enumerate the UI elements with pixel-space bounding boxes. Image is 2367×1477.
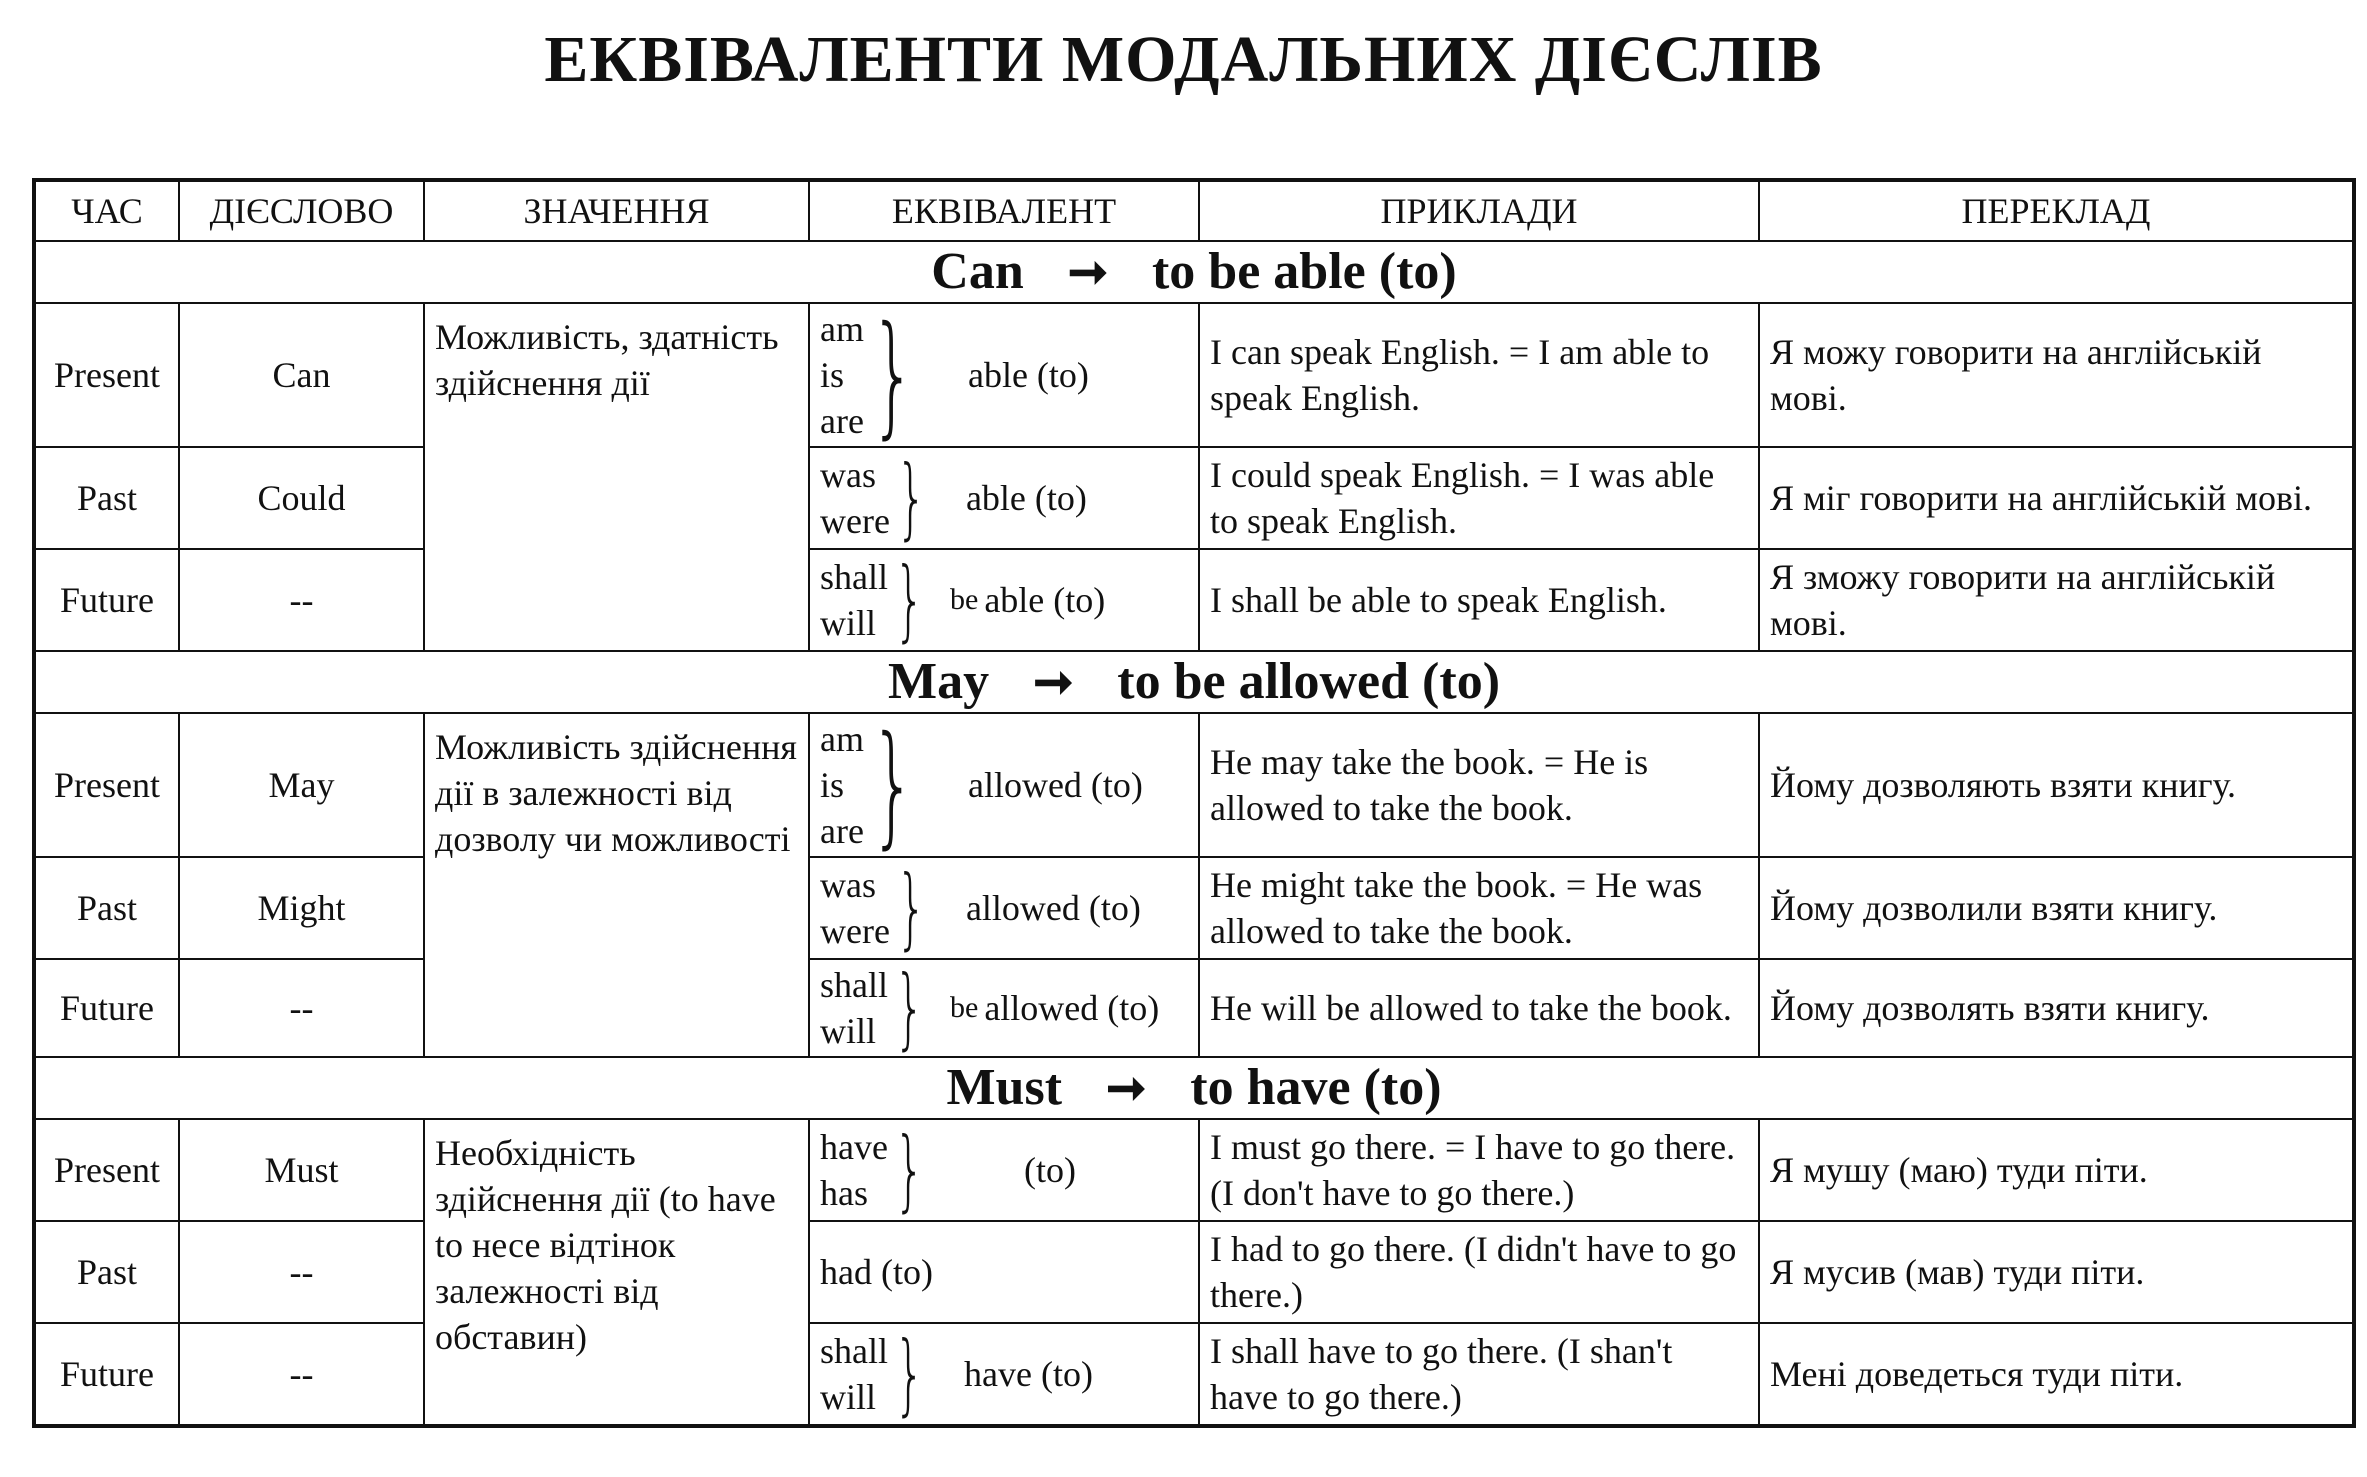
translation-cell: Я мусив (мав) туди піти. [1759, 1221, 2354, 1323]
verb-cell: -- [179, 959, 424, 1057]
section-equivalent: to be able (to) [1151, 242, 1457, 300]
verb-cell: Must [179, 1119, 424, 1221]
section-row [34, 651, 2354, 713]
verb-cell: Might [179, 857, 424, 959]
verb-form: shall [820, 965, 888, 1005]
example-cell: I shall be able to speak English. [1199, 549, 1759, 651]
verb-form: will [820, 1011, 877, 1051]
verb-form: was [820, 865, 876, 905]
section-modal: Must [946, 1058, 1063, 1116]
section-row [34, 1057, 2354, 1119]
be-insert: be [950, 991, 979, 1024]
verb-forms [820, 452, 890, 544]
verb-form: had (to) [820, 1252, 933, 1292]
translation-cell: Йому дозволять взяти книгу. [1759, 959, 2354, 1057]
translation-cell: Я зможу говорити на англійській мові. [1759, 549, 2354, 651]
verb-form: am [820, 719, 864, 759]
translation-cell: Я мушу (маю) туди піти. [1759, 1119, 2354, 1221]
header-tense: ЧАС [34, 180, 179, 241]
brace-icon: } [893, 1119, 925, 1221]
brace-icon: } [869, 303, 917, 447]
section-equivalent: to be allowed (to) [1117, 652, 1501, 710]
verb-form: was [820, 455, 876, 495]
equivalent-form: allowed (to) [967, 765, 1143, 805]
equivalent-form: allowed (to) [984, 988, 1160, 1028]
verb-cell: -- [179, 1221, 424, 1323]
meaning-cell: Можливість здійснення дії в залежності від дозволу чи можливості [424, 713, 809, 1057]
brace-icon: } [894, 959, 925, 1057]
equivalent-form: allowed (to) [965, 888, 1141, 928]
meaning-cell: Необхідність здійснення дії (to have to несе відтінок залежності від обставин) [424, 1119, 809, 1426]
verb-forms [820, 1249, 933, 1295]
example-cell: I could speak English. = I was able to speak English. [1199, 447, 1759, 549]
table-row [34, 1323, 2354, 1426]
verb-forms [820, 1328, 888, 1420]
example-cell: I must go there. = I have to go there. (I don't have to go there.) [1199, 1119, 1759, 1221]
tense-cell: Past [34, 447, 179, 549]
equivalent-cell [809, 1221, 1199, 1323]
verb-form: is [820, 765, 845, 805]
equivalent-group [820, 1119, 1188, 1221]
tense-cell: Future [34, 959, 179, 1057]
tense-cell: Past [34, 1221, 179, 1323]
verb-form: are [820, 401, 864, 441]
example-cell: I had to go there. (I didn't have to go there.) [1199, 1221, 1759, 1323]
verb-cell: -- [179, 549, 424, 651]
verb-forms [820, 306, 864, 444]
table-row [34, 447, 2354, 549]
example-cell: He may take the book. = He is allowed to take the book. [1199, 713, 1759, 857]
header-examples: ПРИКЛАДИ [1199, 180, 1759, 241]
equivalent-group [820, 1249, 1188, 1295]
verb-cell: Can [179, 303, 424, 447]
section-heading [34, 241, 2354, 303]
header-row [34, 180, 2354, 241]
equivalent-group [820, 303, 1188, 447]
example-cell: I shall have to go there. (I shan't have to go there.) [1199, 1323, 1759, 1426]
tense-cell: Future [34, 549, 179, 651]
verb-forms [820, 716, 864, 854]
verb-form: shall [820, 1331, 888, 1371]
verb-form: is [820, 355, 845, 395]
verb-cell: -- [179, 1323, 424, 1426]
tense-cell: Future [34, 1323, 179, 1426]
header-verb: ДІЄСЛОВО [179, 180, 424, 241]
table-row [34, 549, 2354, 651]
equivalent-form: able (to) [967, 355, 1089, 395]
page-title: ЕКВІВАЛЕНТИ МОДАЛЬНИХ ДІЄСЛІВ [544, 23, 1823, 96]
equivalent-cell [809, 549, 1199, 651]
example-cell: I can speak English. = I am able to speak English. [1199, 303, 1759, 447]
translation-cell: Я міг говорити на англійській мові. [1759, 447, 2354, 549]
header-equivalent: ЕКВІВАЛЕНТ [809, 180, 1199, 241]
section-heading [34, 1057, 2354, 1119]
verb-form: have [820, 1127, 888, 1167]
example-cell: He might take the book. = He was allowed to take the book. [1199, 857, 1759, 959]
header-translation: ПЕРЕКЛАД [1759, 180, 2354, 241]
brace-icon: } [895, 447, 927, 549]
verb-form: am [820, 309, 864, 349]
table-row [34, 303, 2354, 447]
equivalent-cell [809, 857, 1199, 959]
table-row [34, 857, 2354, 959]
equivalent-group [820, 549, 1188, 651]
equivalent-group [820, 959, 1188, 1057]
equivalent-group [820, 713, 1188, 857]
equivalent-cell [809, 1119, 1199, 1221]
equivalent-form: (to) [1023, 1150, 1076, 1190]
table-row [34, 713, 2354, 857]
section-equivalent: to have (to) [1190, 1058, 1442, 1116]
example-cell: He will be allowed to take the book. [1199, 959, 1759, 1057]
meaning-cell: Можливість, здатність здійснення дії [424, 303, 809, 651]
verb-form: shall [820, 557, 888, 597]
header-meaning: ЗНАЧЕННЯ [424, 180, 809, 241]
verb-forms [820, 554, 888, 646]
verb-form: has [820, 1173, 868, 1213]
table-row [34, 1221, 2354, 1323]
equivalent-group [820, 447, 1188, 549]
verb-form: will [820, 603, 877, 643]
equivalent-cell [809, 713, 1199, 857]
section-modal: May [887, 652, 990, 710]
table-body [34, 241, 2354, 1426]
verb-cell: Could [179, 447, 424, 549]
brace-icon: } [894, 1323, 925, 1425]
translation-cell: Мені доведеться туди піти. [1759, 1323, 2354, 1426]
verb-forms [820, 962, 888, 1054]
section-modal: Can [931, 242, 1024, 300]
equivalent-form: able (to) [984, 580, 1106, 620]
tense-cell: Past [34, 857, 179, 959]
equivalent-cell [809, 1323, 1199, 1426]
brace-icon: } [869, 713, 917, 857]
verb-form: were [820, 911, 890, 951]
arrow-right-icon: ➞ [1067, 245, 1108, 299]
translation-cell: Я можу говорити на англійській мові. [1759, 303, 2354, 447]
equivalent-cell [809, 447, 1199, 549]
verb-form: were [820, 501, 890, 541]
verb-forms [820, 862, 890, 954]
be-insert: be [950, 583, 979, 616]
table-row [34, 1119, 2354, 1221]
tense-cell: Present [34, 713, 179, 857]
table-row [34, 959, 2354, 1057]
arrow-right-icon: ➞ [1033, 655, 1074, 709]
verb-forms [820, 1124, 888, 1216]
brace-icon: } [895, 857, 927, 959]
equivalent-cell [809, 303, 1199, 447]
equivalent-form: able (to) [965, 478, 1087, 518]
translation-cell: Йому дозволяють взяти книгу. [1759, 713, 2354, 857]
section-row [34, 241, 2354, 303]
equivalent-form: have (to) [964, 1354, 1093, 1394]
translation-cell: Йому дозволили взяти книгу. [1759, 857, 2354, 959]
tense-cell: Present [34, 1119, 179, 1221]
modal-equivalents-table [32, 178, 2356, 1428]
equivalent-cell [809, 959, 1199, 1057]
section-heading [34, 651, 2354, 713]
equivalent-group [820, 1323, 1188, 1425]
arrow-right-icon: ➞ [1106, 1061, 1147, 1115]
equivalent-group [820, 857, 1188, 959]
brace-icon: } [894, 549, 925, 651]
verb-form: are [820, 811, 864, 851]
verb-form: will [820, 1377, 877, 1417]
tense-cell: Present [34, 303, 179, 447]
verb-cell: May [179, 713, 424, 857]
